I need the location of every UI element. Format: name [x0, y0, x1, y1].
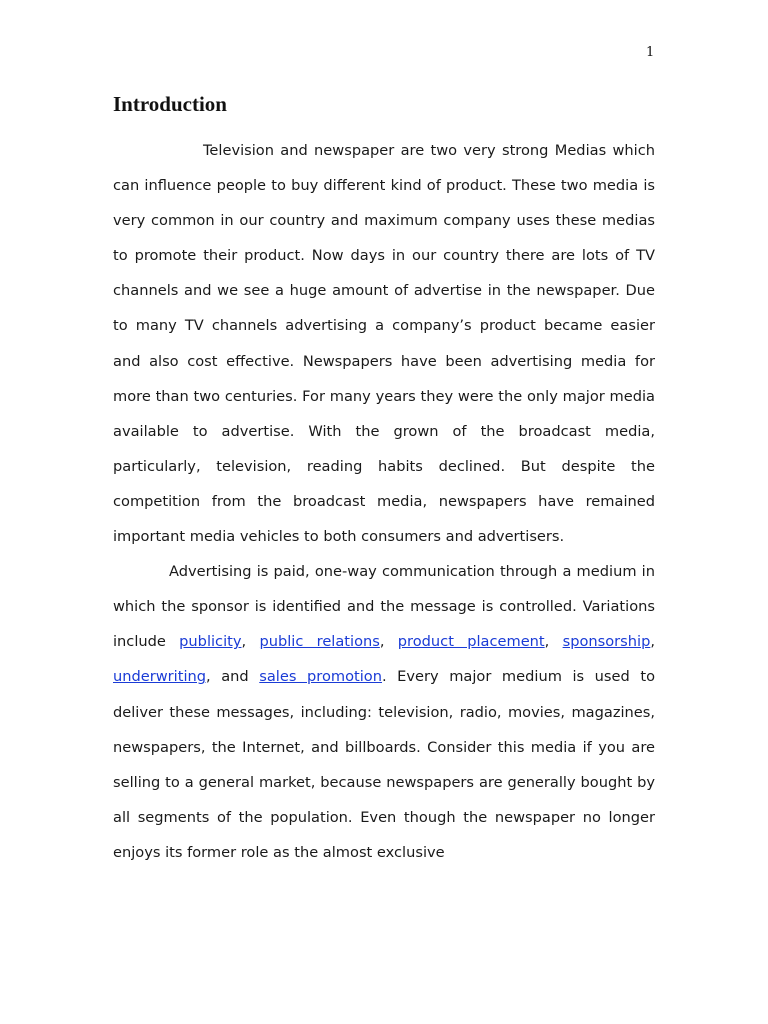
link-publicity[interactable]: publicity — [179, 633, 242, 651]
section-heading: Introduction — [113, 92, 227, 116]
separator: , — [241, 633, 260, 651]
separator: , — [379, 633, 398, 651]
link-sponsorship[interactable]: sponsorship — [562, 633, 651, 651]
link-underwriting[interactable]: underwriting — [113, 668, 207, 686]
body-text — [113, 133, 655, 870]
link-sales-promotion[interactable]: sales promotion — [259, 668, 382, 686]
separator: , — [650, 633, 655, 651]
separator: , and — [206, 668, 260, 686]
link-product-placement[interactable]: product placement — [397, 633, 545, 651]
separator: , — [544, 633, 563, 651]
paragraph-advertising — [113, 554, 655, 870]
link-public-relations[interactable]: public relations — [259, 633, 380, 651]
paragraph-advertising-rest: . Every major medium is used to deliver these messages, including: television, radio, movies, magazines, newspapers, the Internet, and billboards. Consider this media if you are selling to a general market, because newspapers are generally bought by all segments of the population. Even though the newspaper no longer enjoys its former role as the almost exclusive — [113, 668, 655, 861]
page-number: 1 — [646, 45, 655, 60]
paragraph-intro: Television and newspaper are two very strong Medias which can influence people to buy different kind of product. These two media is very common in our country and maximum company uses these medias to promote their product. Now days in our country there are lots of TV channels and we see a huge amount of advertise in the newspaper. Due to many TV channels advertising a company’s product became easier and also cost effective. Newspapers have been advertising media for more than two centuries. For many years they were the only major media available to advertise. With the grown of the broadcast media, particularly, television, reading habits declined. But despite the competition from the broadcast media, newspapers have remained important media vehicles to both consumers and advertisers. — [113, 142, 655, 546]
paragraph-advertising-intro: Advertising is paid, one-way communication through a medium in which the sponsor is identified and the message is controlled. Variations include — [113, 563, 655, 651]
